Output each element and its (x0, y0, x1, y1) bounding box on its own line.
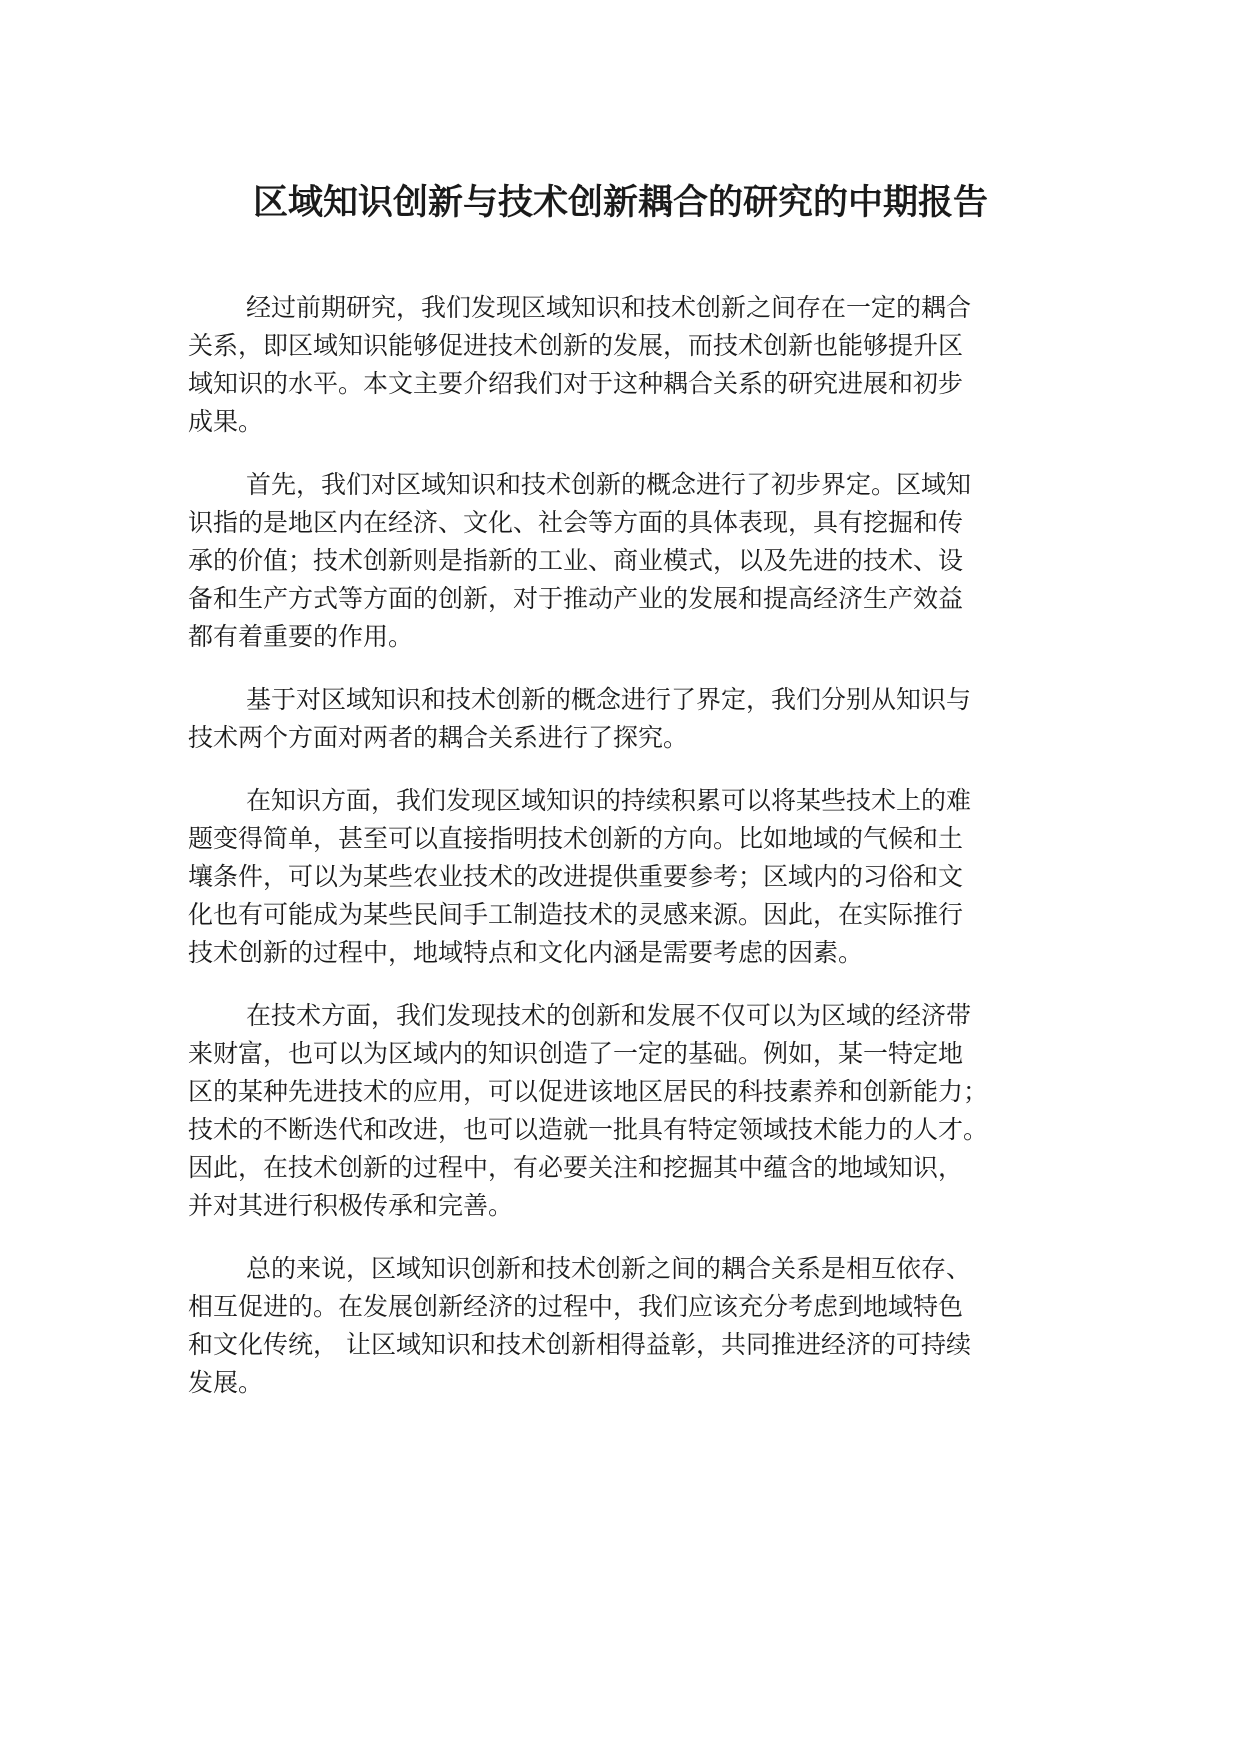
paragraph-line: 壤条件，可以为某些农业技术的改进提供重要参考；区域内的习俗和文 (188, 862, 964, 891)
paragraph-line: 化也有可能成为某些民间手工制造技术的灵感来源。因此，在实际推行 (188, 900, 964, 929)
paragraph-line: 来财富，也可以为区域内的知识创造了一定的基础。例如，某一特定地 (188, 1039, 964, 1068)
paragraph-line: 备和生产方式等方面的创新，对于推动产业的发展和提高经济生产效益 (188, 584, 964, 613)
paragraph-line: 承的价值；技术创新则是指新的工业、商业模式，以及先进的技术、设 (188, 546, 964, 575)
paragraph-line: 区的某种先进技术的应用，可以促进该地区居民的科技素养和创新能力； (188, 1077, 989, 1106)
document-title: 区域知识创新与技术创新耦合的研究的中期报告 (252, 183, 988, 223)
paragraph-line: 成果。 (188, 407, 264, 436)
paragraph-line: 域知识的水平。本文主要介绍我们对于这种耦合关系的研究进展和初步 (188, 369, 964, 398)
paragraph-6 (188, 1250, 1068, 1402)
paragraph-1 (188, 289, 1068, 441)
paragraph-line: 技术的不断迭代和改进，也可以造就一批具有特定领域技术能力的人才。 (188, 1115, 989, 1144)
paragraph-line: 经过前期研究，我们发现区域知识和技术创新之间存在一定的耦合 (246, 293, 972, 322)
paragraph-line: 技术创新的过程中，地域特点和文化内涵是需要考虑的因素。 (188, 938, 864, 967)
paragraph-line: 识指的是地区内在经济、文化、社会等方面的具体表现，具有挖掘和传 (188, 508, 964, 537)
paragraph-line: 题变得简单，甚至可以直接指明技术创新的方向。比如地域的气候和土 (188, 824, 964, 853)
paragraph-line: 都有着重要的作用。 (188, 622, 414, 651)
paragraph-line: 技术两个方面对两者的耦合关系进行了探究。 (188, 723, 689, 752)
paragraph-line: 在知识方面，我们发现区域知识的持续积累可以将某些技术上的难 (246, 786, 972, 815)
paragraph-line: 基于对区域知识和技术创新的概念进行了界定，我们分别从知识与 (246, 685, 972, 714)
paragraph-line: 相互促进的。在发展创新经济的过程中，我们应该充分考虑到地域特色 (188, 1292, 964, 1321)
paragraph-5 (188, 997, 1068, 1225)
paragraph-line: 首先，我们对区域知识和技术创新的概念进行了初步界定。区域知 (246, 470, 972, 499)
paragraph-4 (188, 782, 1068, 972)
paragraph-line: 在技术方面，我们发现技术的创新和发展不仅可以为区域的经济带 (246, 1001, 972, 1030)
paragraph-line: 总的来说，区域知识创新和技术创新之间的耦合关系是相互依存、 (246, 1254, 972, 1283)
paragraph-2 (188, 466, 1068, 656)
document-body (188, 289, 1068, 1427)
paragraph-line: 和文化传统， 让区域知识和技术创新相得益彰，共同推进经济的可持续 (188, 1330, 971, 1359)
paragraph-line: 发展。 (188, 1368, 264, 1397)
paragraph-3 (188, 681, 1068, 757)
paragraph-line: 并对其进行积极传承和完善。 (188, 1191, 514, 1220)
paragraph-line: 因此，在技术创新的过程中，有必要关注和挖掘其中蕴含的地域知识， (188, 1153, 964, 1182)
paragraph-line: 关系，即区域知识能够促进技术创新的发展，而技术创新也能够提升区 (188, 331, 964, 360)
